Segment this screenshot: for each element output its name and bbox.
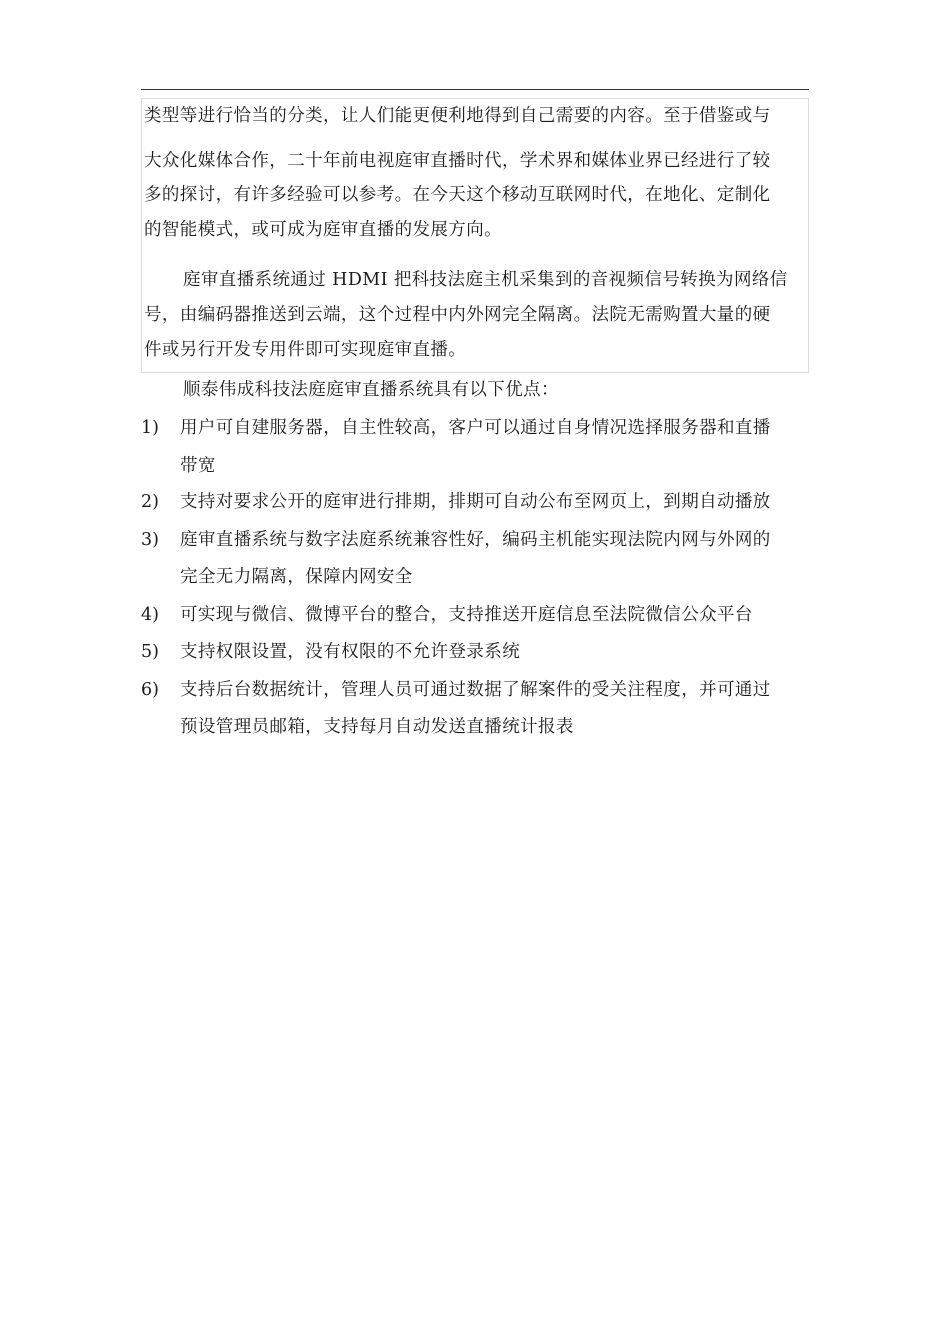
list-item-line: 完全无力隔离，保障内网安全 xyxy=(180,567,413,587)
list-number: 6) xyxy=(141,680,159,700)
para1-line: 多的探讨，有许多经验可以参考。在今天这个移动互联网时代，在地化、定制化 xyxy=(144,185,771,205)
list-number: 2) xyxy=(141,492,159,512)
list-intro: 顺泰伟成科技法庭庭审直播系统具有以下优点： xyxy=(183,380,559,400)
para1-line: 大众化媒体合作，二十年前电视庭审直播时代，学术界和媒体业界已经进行了较 xyxy=(144,151,771,171)
para2-line: 庭审直播系统通过 HDMI 把科技法庭主机采集到的音视频信号转换为网络信 xyxy=(183,270,788,290)
para1-line: 类型等进行恰当的分类，让人们能更便利地得到自己需要的内容。至于借鉴或与 xyxy=(144,106,771,126)
list-item-line: 支持对要求公开的庭审进行排期，排期可自动公布至网页上，到期自动播放 xyxy=(180,492,771,512)
para2-line: 件或另行开发专用件即可实现庭审直播。 xyxy=(144,340,467,360)
list-item-line: 带宽 xyxy=(180,456,216,476)
list-number: 3) xyxy=(141,530,159,550)
header-rule xyxy=(141,89,809,90)
para2-line: 号，由编码器推送到云端，这个过程中内外网完全隔离。法院无需购置大量的硬 xyxy=(144,305,771,325)
list-item-line: 预设管理员邮箱，支持每月自动发送直播统计报表 xyxy=(180,717,574,737)
list-item-line: 支持权限设置，没有权限的不允许登录系统 xyxy=(180,642,521,662)
list-item-line: 支持后台数据统计，管理人员可通过数据了解案件的受关注程度，并可通过 xyxy=(180,680,771,700)
list-item-line: 用户可自建服务器，自主性较高，客户可以通过自身情况选择服务器和直播 xyxy=(180,418,771,438)
list-number: 5) xyxy=(141,642,159,662)
list-number: 4) xyxy=(141,605,159,625)
list-item-line: 庭审直播系统与数字法庭系统兼容性好，编码主机能实现法院内网与外网的 xyxy=(180,530,771,550)
list-number: 1) xyxy=(141,418,159,438)
para1-line: 的智能模式，或可成为庭审直播的发展方向。 xyxy=(144,220,502,240)
list-item-line: 可实现与微信、微博平台的整合，支持推送开庭信息至法院微信公众平台 xyxy=(180,605,753,625)
